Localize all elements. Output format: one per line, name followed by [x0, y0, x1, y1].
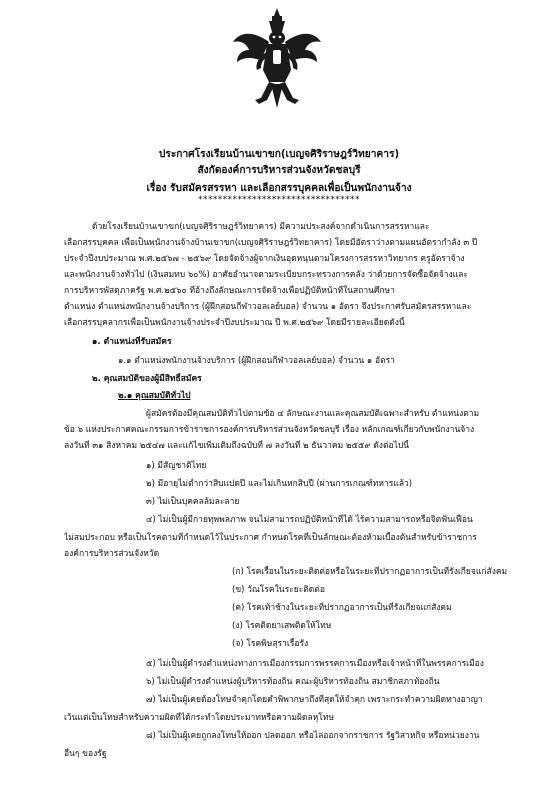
qualification-item-cont: เว้นแต่เป็นโทษสำหรับความผิดที่ได้กระทำโดยประมาทหรือความผิดลหุโทษ	[64, 713, 335, 723]
intro-line: การบริหารพัสดุภาครัฐ พ.ศ.๒๕๖๐ ที่อ้างถึงลักษณะการจัดจ้างเพื่อปฏิบัติหน้าที่ในสถานศึกษา	[64, 286, 395, 296]
disease-item: (ข) วัณโรคในระยะติดต่อ	[232, 585, 325, 595]
general-line: ลงวันที่ ๓๑ สิงหาคม ๒๕๔๗ และแก้ไขเพิ่มเติมถึงฉบับที่ ๗ ลงวันที่ ๒ ธันวาคม ๒๕๕๙ ดังต่อไปนี้	[64, 441, 410, 451]
qualification-item: ๓) ไม่เป็นบุคคลล้มละลาย	[146, 497, 240, 507]
qualification-item: ๒) มีอายุไม่ต่ำกว่าสิบแปดปี และไม่เกินหกสิบปี (ผ่านการเกณฑ์ทหารแล้ว)	[146, 479, 413, 489]
general-line: ข้อ ๖ แห่งประกาศคณะกรรมการข้าราชการองค์การบริหารส่วนจังหวัดชลบุรี เรื่อง หลักเกณฑ์เกี่ยวกับพนักงานจ้าง	[64, 425, 475, 435]
intro-line: ตำแหน่ง ตำแหน่งพนักงานจ้างบริการ (ผู้ฝึกสอนกีฬาวอลเลย์บอล) จำนวน ๑ อัตรา จึงประกาศรับสมัครสรรหาและ	[64, 302, 472, 312]
qualification-item: ๗) ไม่เป็นผู้เคยต้องโทษจำคุกโดยคำพิพากษาถึงที่สุดให้จำคุก เพราะกระทำความผิดทางอาญา	[146, 695, 483, 705]
announcement-affiliation: สังกัดองค์การบริหารส่วนจังหวัดชลบุรี	[197, 165, 361, 176]
qualification-item: ๖) ไม่เป็นผู้ดำรงตำแหน่งผู้บริหารท้องถิ่น คณะผู้บริหารท้องถิ่น สมาชิกสภาท้องถิ่น	[146, 677, 440, 687]
section-2-1-heading: ๒.๑ คุณสมบัติทั่วไป	[118, 391, 191, 401]
qualification-item-cont: อื่นๆ ของรัฐ	[64, 749, 107, 759]
general-line: ผู้สมัครต้องมีคุณสมบัติทั่วไปตามข้อ ๔ ลักษณะงานและคุณสมบัติเฉพาะสำหรับ ตำแหน่งตาม	[146, 409, 480, 419]
qualification-item-cont: องค์การบริหารส่วนจังหวัด	[64, 549, 160, 559]
section-1-heading: ๑. ตำแหน่งที่รับสมัคร	[92, 337, 172, 347]
intro-line: เลือกสรรบุคคล เพื่อเป็นพนักงานจ้างบ้านเขาขก(เบญจศิริราษฎร์วิทยาคาร) โดยมีอัตราว่างตามแผนอัตรากำลัง ๓ ปี	[64, 238, 478, 248]
intro-line: และพนักงานจ้างทั่วไป (เงินสมทบ ๖๐%) อาศัยอำนาจตามระเบียบกระทรวงการคลัง ว่าด้วยการจัดซื้อจัดจ้างและ	[64, 270, 468, 280]
disease-item: (จ) โรคพิษสุราเรื้อรัง	[232, 639, 309, 649]
disease-item: (ค) โรคเท้าช้างในระยะที่ปรากฏอาการเป็นที่รังเกียจแก่สังคม	[232, 603, 452, 613]
intro-line: ประจำปีงบประมาณ พ.ศ.๒๕๖๗ - ๒๕๖๙ โดยจัดจ้างผู้จากเงินอุดหนุนตามโครงการสรรหาวิทยากร ครูอัตราจ้าง	[64, 254, 465, 264]
section-2-heading: ๒. คุณสมบัติของผู้มีสิทธิ์สมัคร	[92, 374, 202, 384]
garuda-emblem-icon	[231, 8, 323, 112]
announcement-subject: เรื่อง รับสมัครสรรหา และเลือกสรรบุคคลเพื่อเป็นพนักงานจ้าง	[146, 183, 412, 194]
qualification-item: ๕) ไม่เป็นผู้ดำรงตำแหน่งทางการเมืองกรรมการพรรคการเมืองหรือเจ้าหน้าที่ในพรรคการเมือง	[146, 659, 484, 669]
disease-item: (ง) โรคติดยาเสพติดให้โทษ	[232, 621, 332, 631]
intro-line: เลือกสรรบุคลากรเพื่อเป็นพนักงานจ้างประจำปีงบประมาณ ปี พ.ศ.๒๕๖๙ โดยมีรายละเอียดดังนี้	[64, 318, 405, 328]
qualification-item: ๔) ไม่เป็นผู้มีกายทุพพลภาพ จนไม่สามารถปฏิบัติหน้าที่ได้ ไร้ความสามารถหรือจิตฟั่นเฟือน	[146, 515, 473, 525]
separator-stars: *********************************	[198, 195, 360, 205]
qualification-item: ๘) ไม่เป็นผู้เคยถูกลงโทษให้ออก ปลดออก หรือไล่ออกจากราชการ รัฐวิสาหกิจ หรือหน่วยงาน	[146, 731, 480, 741]
announcement-title: ประกาศโรงเรียนบ้านเขาขก(เบญจศิริราษฎร์วิทยาคาร)	[158, 149, 400, 160]
intro-line: ด้วยโรงเรียนบ้านเขาขก(เบญจศิริราษฎร์วิทยาคาร) มีความประสงค์จากดำเนินการสรรหาและ	[92, 222, 430, 232]
qualification-item-cont: ไม่สมประกอบ หรือเป็นโรคตามที่กำหนดไว้ในประกาศ กำหนดโรคที่เป็นลักษณะต้องห้ามเบื้องต้นสำหรับข้าราชการ	[64, 533, 477, 543]
section-1-item: ๑.๑ ตำแหน่งพนักงานจ้างบริการ (ผู้ฝึกสอนกีฬาวอลเลย์บอล) จำนวน ๑ อัตรา	[118, 356, 395, 366]
disease-item: (ก) โรคเรื้อนในระยะติดต่อหรือในระยะที่ปรากฏอาการเป็นที่รังเกียจแก่สังคม	[232, 567, 508, 577]
qualification-item: ๑) มีสัญชาติไทย	[146, 461, 207, 471]
